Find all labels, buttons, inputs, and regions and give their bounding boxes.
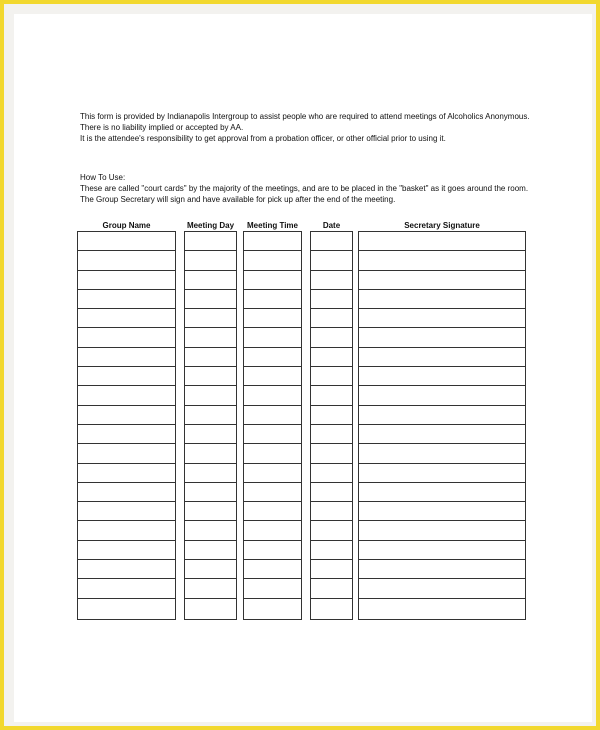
intro-text bbox=[80, 111, 540, 145]
table-cell[interactable] bbox=[359, 502, 525, 521]
table-cell[interactable] bbox=[185, 290, 236, 309]
table-cell[interactable] bbox=[185, 579, 236, 598]
table-cell[interactable] bbox=[311, 599, 352, 618]
table-cell[interactable] bbox=[185, 271, 236, 290]
how-to-line-1: These are called "court cards" by the majority of the meetings, and are to be placed in the "basket" as it goes around the room. bbox=[80, 184, 529, 194]
column-header: Meeting Time bbox=[247, 221, 298, 230]
table-cell[interactable] bbox=[359, 444, 525, 463]
column-secretary-signature bbox=[358, 220, 526, 231]
table-cell[interactable] bbox=[244, 271, 301, 290]
table-cell[interactable] bbox=[78, 579, 175, 598]
table-cell[interactable] bbox=[185, 464, 236, 483]
table-cell[interactable] bbox=[359, 579, 525, 598]
table-cell[interactable] bbox=[78, 599, 175, 618]
table-cell[interactable] bbox=[78, 251, 175, 270]
table-cell[interactable] bbox=[244, 425, 301, 444]
table-cell[interactable] bbox=[78, 464, 175, 483]
table-cell[interactable] bbox=[359, 232, 525, 251]
table-cell[interactable] bbox=[359, 483, 525, 502]
table-cell[interactable] bbox=[359, 367, 525, 386]
table-cell[interactable] bbox=[311, 425, 352, 444]
table-cell[interactable] bbox=[78, 232, 175, 251]
table-cell[interactable] bbox=[78, 367, 175, 386]
table-cell[interactable] bbox=[359, 464, 525, 483]
intro-line-2: It is the attendee's responsibility to get approval from a probation officer, or other official prior to using it. bbox=[80, 134, 446, 144]
how-to-section bbox=[80, 172, 540, 206]
table-cell[interactable] bbox=[78, 328, 175, 347]
table-cell[interactable] bbox=[244, 464, 301, 483]
table-cell[interactable] bbox=[359, 541, 525, 560]
table-cell[interactable] bbox=[185, 328, 236, 347]
table-cell[interactable] bbox=[78, 483, 175, 502]
table-cell[interactable] bbox=[185, 367, 236, 386]
intro-line-1: This form is provided by Indianapolis Intergroup to assist people who are required to attend meetings of Alcoholics Anonymous. There is no liability implied or accepted by AA. bbox=[80, 112, 530, 133]
table-cell[interactable] bbox=[244, 290, 301, 309]
table-cell[interactable] bbox=[311, 502, 352, 521]
table-cell[interactable] bbox=[311, 560, 352, 579]
table-cell[interactable] bbox=[311, 406, 352, 425]
table-cell[interactable] bbox=[78, 386, 175, 405]
table-cell[interactable] bbox=[244, 406, 301, 425]
table-cell[interactable] bbox=[359, 521, 525, 540]
table-cell[interactable] bbox=[78, 502, 175, 521]
table-cell[interactable] bbox=[359, 560, 525, 579]
table-cell[interactable] bbox=[78, 425, 175, 444]
table-cell[interactable] bbox=[185, 444, 236, 463]
column-cells bbox=[358, 231, 526, 620]
table-cell[interactable] bbox=[185, 348, 236, 367]
table-cell[interactable] bbox=[311, 290, 352, 309]
table-cell[interactable] bbox=[244, 541, 301, 560]
table-cell[interactable] bbox=[78, 406, 175, 425]
column-cells bbox=[243, 231, 302, 620]
column-header: Group Name bbox=[102, 221, 151, 230]
table-cell[interactable] bbox=[244, 348, 301, 367]
table-cell[interactable] bbox=[78, 290, 175, 309]
table-cell[interactable] bbox=[185, 541, 236, 560]
table-cell[interactable] bbox=[244, 521, 301, 540]
table-cell[interactable] bbox=[311, 309, 352, 328]
table-cell[interactable] bbox=[359, 406, 525, 425]
table-cell[interactable] bbox=[185, 483, 236, 502]
table-cell[interactable] bbox=[359, 290, 525, 309]
table-cell[interactable] bbox=[244, 386, 301, 405]
table-cell[interactable] bbox=[244, 599, 301, 618]
table-cell[interactable] bbox=[311, 464, 352, 483]
table-cell[interactable] bbox=[244, 309, 301, 328]
table-cell[interactable] bbox=[78, 541, 175, 560]
table-cell[interactable] bbox=[244, 444, 301, 463]
table-cell[interactable] bbox=[78, 560, 175, 579]
table-cell[interactable] bbox=[311, 251, 352, 270]
column-meeting-day bbox=[184, 220, 237, 231]
table-cell[interactable] bbox=[244, 560, 301, 579]
table-cell[interactable] bbox=[311, 483, 352, 502]
column-date bbox=[310, 220, 353, 231]
table-cell[interactable] bbox=[244, 232, 301, 251]
table-cell[interactable] bbox=[185, 425, 236, 444]
table-cell[interactable] bbox=[311, 367, 352, 386]
table-cell[interactable] bbox=[359, 425, 525, 444]
table-cell[interactable] bbox=[311, 386, 352, 405]
column-cells bbox=[184, 231, 237, 620]
column-cells bbox=[77, 231, 176, 620]
table-cell[interactable] bbox=[359, 251, 525, 270]
table-cell[interactable] bbox=[78, 309, 175, 328]
table-cell[interactable] bbox=[244, 251, 301, 270]
table-cell[interactable] bbox=[78, 271, 175, 290]
table-cell[interactable] bbox=[359, 309, 525, 328]
column-group-name bbox=[77, 220, 176, 231]
table-cell[interactable] bbox=[78, 348, 175, 367]
table-cell[interactable] bbox=[359, 599, 525, 618]
table-cell[interactable] bbox=[311, 328, 352, 347]
column-header: Date bbox=[322, 221, 341, 230]
table-cell[interactable] bbox=[311, 271, 352, 290]
column-header: Meeting Day bbox=[186, 221, 235, 230]
table-cell[interactable] bbox=[185, 560, 236, 579]
table-cell[interactable] bbox=[185, 309, 236, 328]
how-to-heading: How To Use: bbox=[80, 173, 126, 182]
table-cell[interactable] bbox=[78, 521, 175, 540]
table-cell[interactable] bbox=[185, 232, 236, 251]
table-cell[interactable] bbox=[185, 502, 236, 521]
table-cell[interactable] bbox=[359, 271, 525, 290]
column-meeting-time bbox=[243, 220, 302, 231]
form-page bbox=[14, 14, 592, 722]
table-cell[interactable] bbox=[78, 444, 175, 463]
table-cell[interactable] bbox=[359, 386, 525, 405]
table-cell[interactable] bbox=[185, 599, 236, 618]
table-cell[interactable] bbox=[359, 348, 525, 367]
table-cell[interactable] bbox=[311, 444, 352, 463]
column-cells bbox=[310, 231, 353, 620]
table-cell[interactable] bbox=[244, 502, 301, 521]
table-cell[interactable] bbox=[311, 521, 352, 540]
table-cell[interactable] bbox=[185, 386, 236, 405]
how-to-line-2: The Group Secretary will sign and have available for pick up after the end of the meeting. bbox=[80, 195, 396, 205]
table-cell[interactable] bbox=[185, 406, 236, 425]
table-cell[interactable] bbox=[311, 348, 352, 367]
table-cell[interactable] bbox=[185, 521, 236, 540]
column-header: Secretary Signature bbox=[404, 221, 480, 230]
table-cell[interactable] bbox=[244, 579, 301, 598]
table-cell[interactable] bbox=[244, 367, 301, 386]
table-cell[interactable] bbox=[244, 483, 301, 502]
table-cell[interactable] bbox=[311, 232, 352, 251]
table-cell[interactable] bbox=[185, 251, 236, 270]
table-cell[interactable] bbox=[311, 541, 352, 560]
table-cell[interactable] bbox=[244, 328, 301, 347]
table-cell[interactable] bbox=[311, 579, 352, 598]
table-cell[interactable] bbox=[359, 328, 525, 347]
